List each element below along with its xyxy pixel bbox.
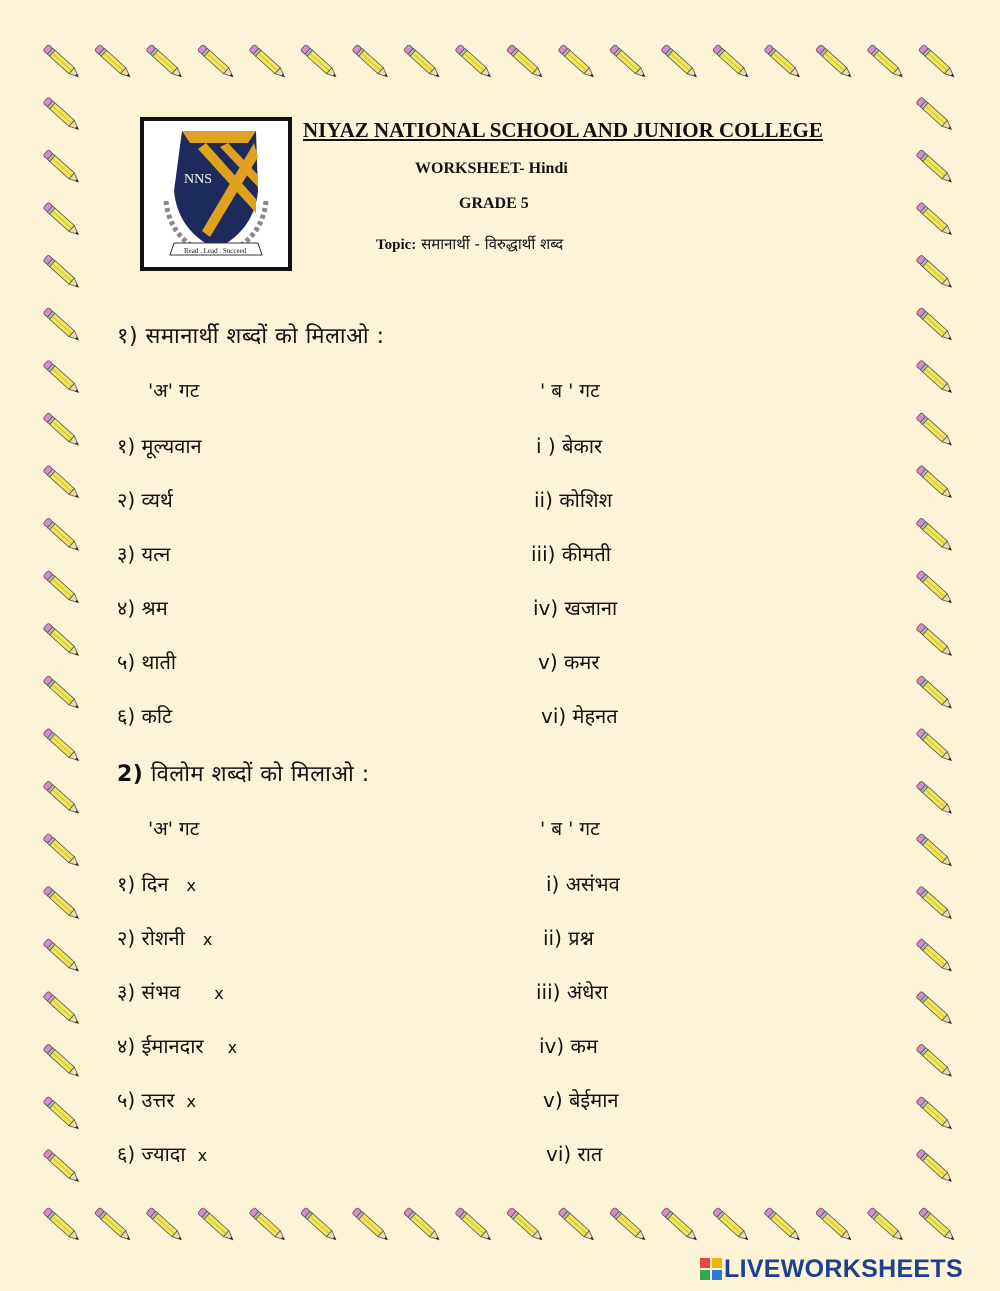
pencil-icon <box>867 1207 905 1242</box>
section2-left-item[interactable] <box>117 1032 237 1059</box>
pencil-icon <box>764 44 802 79</box>
pencil-icon <box>300 1207 338 1242</box>
pencil-icon <box>916 676 954 711</box>
pencil-icon <box>43 991 81 1026</box>
pencil-icon <box>43 465 81 500</box>
word: ५) उत्तर <box>117 1088 175 1112</box>
pencil-icon <box>661 1207 699 1242</box>
pencil-icon <box>43 1044 81 1079</box>
logo-motto: Read . Lead . Succeed <box>184 247 247 255</box>
liveworksheets-blocks-icon <box>700 1258 722 1280</box>
pencil-icon <box>43 413 81 448</box>
pencil-icon <box>764 1207 802 1242</box>
pencil-icon <box>43 44 81 79</box>
pencil-icon <box>43 97 81 132</box>
section2-left-item[interactable] <box>117 1086 196 1113</box>
section1-right-item[interactable]: iv) खजाना <box>533 596 618 620</box>
section1-left-item[interactable]: ५) थाती <box>117 650 177 674</box>
pencil-icon <box>197 44 235 79</box>
pencil-icon <box>403 44 441 79</box>
section1-right-item[interactable]: iii) कीमती <box>531 542 611 566</box>
pencil-icon <box>43 518 81 553</box>
liveworksheets-logo[interactable] <box>700 1255 963 1284</box>
pencil-icon <box>43 1149 81 1184</box>
pencil-icon <box>916 1044 954 1079</box>
cross-mark: x <box>202 930 213 949</box>
section1-left-item[interactable]: ३) यत्न <box>117 542 171 566</box>
section2-left-item[interactable] <box>117 1140 207 1167</box>
pencil-icon <box>916 413 954 448</box>
grade-label: GRADE 5 <box>459 195 529 212</box>
pencil-icon <box>916 1149 954 1184</box>
section2-title <box>117 758 370 788</box>
section2-title-text: विलोम शब्दों को मिलाओ : <box>150 762 370 787</box>
pencil-icon <box>916 939 954 974</box>
cross-mark: x <box>186 1092 196 1111</box>
pencil-icon <box>916 307 954 342</box>
pencil-icon <box>403 1207 441 1242</box>
pencil-icon <box>43 1207 81 1242</box>
pencil-icon <box>712 44 750 79</box>
word: २) रोशनी <box>117 926 185 950</box>
topic-line <box>376 234 563 254</box>
word: ३) संभव <box>117 980 181 1004</box>
pencil-icon <box>609 44 647 79</box>
pencil-icon <box>916 1096 954 1131</box>
section2-right-item[interactable]: iv) कम <box>539 1034 598 1058</box>
pencil-icon <box>94 44 132 79</box>
section2-right-item[interactable]: v) बेईमान <box>543 1088 619 1112</box>
pencil-icon <box>815 44 853 79</box>
pencil-icon <box>94 1207 132 1242</box>
pencil-icon <box>146 44 184 79</box>
cross-mark: x <box>186 876 196 895</box>
pencil-icon <box>916 150 954 185</box>
section2-column-b-head: ' ब ' गट <box>540 818 600 840</box>
pencil-icon <box>916 833 954 868</box>
section1-left-item[interactable]: २) व्यर्थ <box>117 488 173 512</box>
pencil-icon <box>43 307 81 342</box>
pencil-icon <box>916 255 954 290</box>
school-name: NIYAZ NATIONAL SCHOOL AND JUNIOR COLLEGE <box>303 118 823 142</box>
pencil-icon <box>916 518 954 553</box>
pencil-icon <box>352 1207 390 1242</box>
section2-left-item[interactable] <box>117 978 224 1005</box>
pencil-icon <box>916 97 954 132</box>
section2-left-item[interactable] <box>117 870 196 897</box>
pencil-icon <box>43 360 81 395</box>
pencil-icon <box>455 44 493 79</box>
pencil-icon <box>712 1207 750 1242</box>
section1-left-item[interactable]: ६) कटि <box>117 704 173 728</box>
pencil-icon <box>661 44 699 79</box>
pencil-icon <box>916 360 954 395</box>
section1-right-item[interactable]: v) कमर <box>538 650 600 674</box>
cross-mark: x <box>197 1146 208 1165</box>
section1-column-b-head: ' ब ' गट <box>540 380 600 402</box>
pencil-icon <box>43 939 81 974</box>
pencil-icon <box>867 44 905 79</box>
pencil-icon <box>43 623 81 658</box>
word: १) दिन <box>117 872 169 896</box>
section1-title: १) समानार्थी शब्दों को मिलाओ : <box>117 324 385 349</box>
worksheet-subject: WORKSHEET- Hindi <box>415 160 568 177</box>
pencil-icon <box>43 1096 81 1131</box>
pencil-icon <box>916 886 954 921</box>
pencil-icon <box>146 1207 184 1242</box>
cross-mark: x <box>227 1038 238 1057</box>
pencil-icon <box>506 44 544 79</box>
pencil-icon <box>918 44 956 79</box>
pencil-icon <box>43 781 81 816</box>
word: ६) ज्यादा <box>117 1142 186 1166</box>
section2-column-a-head: 'अ' गट <box>148 818 200 840</box>
logo-initials: NNS <box>184 172 213 187</box>
section2-right-item[interactable]: iii) अंधेरा <box>536 980 608 1004</box>
section1-column-a-head: 'अ' गट <box>148 380 200 402</box>
pencil-icon <box>43 255 81 290</box>
pencil-icon <box>43 886 81 921</box>
pencil-icon <box>916 991 954 1026</box>
pencil-icon <box>43 150 81 185</box>
pencil-icon <box>43 202 81 237</box>
section1-left-item[interactable]: ४) श्रम <box>117 596 168 620</box>
pencil-icon <box>916 465 954 500</box>
section2-number: 2) <box>117 762 144 787</box>
pencil-icon <box>455 1207 493 1242</box>
section2-left-item[interactable] <box>117 924 212 951</box>
section1-left-item[interactable]: १) मूल्यवान <box>117 434 202 458</box>
pencil-icon <box>300 44 338 79</box>
pencil-icon <box>43 728 81 763</box>
pencil-icon <box>249 44 287 79</box>
topic-label: Topic: <box>376 237 417 253</box>
cross-mark: x <box>214 984 224 1003</box>
pencil-icon <box>916 623 954 658</box>
school-logo <box>140 117 292 271</box>
pencil-icon <box>815 1207 853 1242</box>
pencil-icon <box>43 570 81 605</box>
pencil-icon <box>609 1207 647 1242</box>
section1-right-item[interactable]: i ) बेकार <box>536 434 603 458</box>
pencil-icon <box>918 1207 956 1242</box>
pencil-icon <box>506 1207 544 1242</box>
topic-value: समानार्थी - विरुद्धार्थी शब्द <box>421 235 564 253</box>
pencil-icon <box>558 1207 596 1242</box>
section1-right-item[interactable]: vi) मेहनत <box>541 704 618 728</box>
pencil-icon <box>916 728 954 763</box>
brand-text: LIVEWORKSHEETS <box>724 1255 963 1283</box>
section2-right-item[interactable]: vi) रात <box>546 1142 603 1166</box>
section2-right-item[interactable]: i) असंभव <box>546 872 620 896</box>
pencil-icon <box>43 833 81 868</box>
word: ४) ईमानदार <box>117 1034 204 1058</box>
pencil-icon <box>916 781 954 816</box>
pencil-icon <box>249 1207 287 1242</box>
pencil-icon <box>352 44 390 79</box>
pencil-icon <box>197 1207 235 1242</box>
section1-right-item[interactable]: ii) कोशिश <box>534 488 613 512</box>
section2-right-item[interactable]: ii) प्रश्न <box>543 926 594 950</box>
pencil-icon <box>558 44 596 79</box>
pencil-icon <box>916 570 954 605</box>
pencil-icon <box>916 202 954 237</box>
pencil-icon <box>43 676 81 711</box>
